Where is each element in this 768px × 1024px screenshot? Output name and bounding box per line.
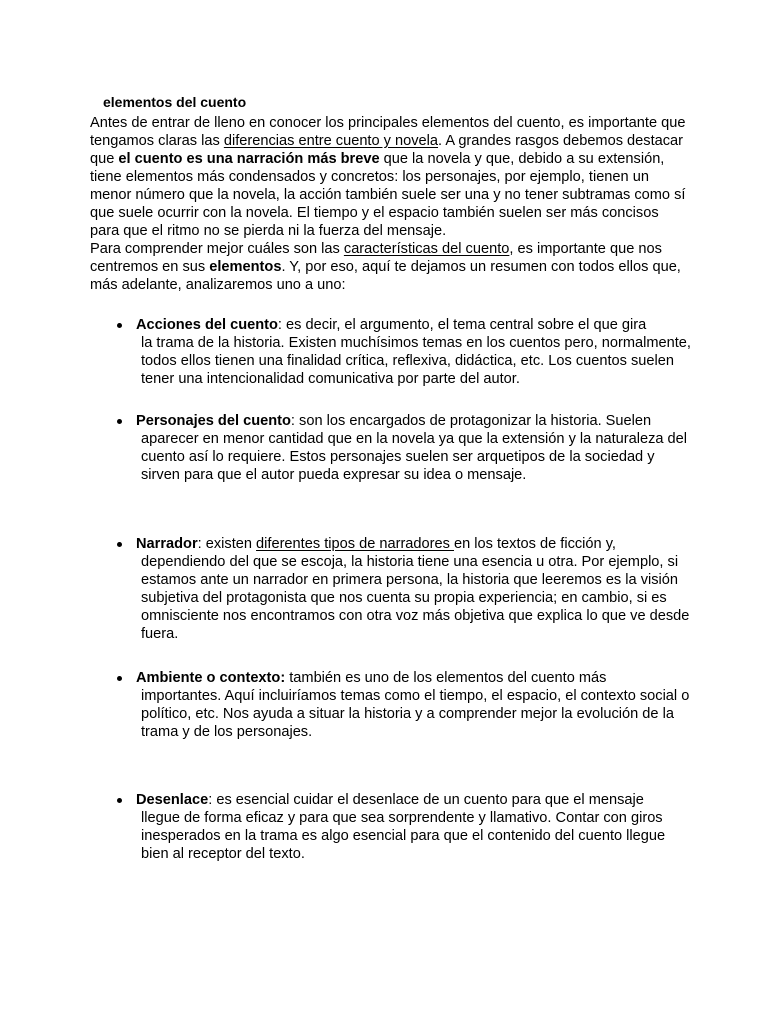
list-item-personajes [136, 412, 696, 484]
bullet-icon [117, 316, 125, 328]
list-item-text: aparecer en menor cantidad que en la novela ya que la extensión y la naturaleza del cuento así lo requiere. Estos personajes suelen ser arquetipos de la sociedad y sirven para que el autor pueda expresar su idea o mensaje. [141, 431, 688, 483]
intro-section [90, 114, 690, 294]
list-item-term: Personajes del cuento [136, 413, 291, 429]
intro-text: Antes de entrar de lleno en conocer los principales elementos del cuento, es importante que tengamos claras las [90, 115, 686, 149]
intro-paragraph-1 [90, 114, 690, 240]
list-item-text: : es esencial cuidar el desenlace de un cuento para que el mensaje [208, 792, 644, 808]
intro-bold-text: elementos [209, 259, 282, 275]
link-tipos-narradores[interactable]: diferentes tipos de narradores [256, 536, 454, 552]
list-item-first-line [136, 535, 696, 553]
list-item-text: también es uno de los elementos del cuento más [285, 670, 607, 686]
bullet-icon [117, 791, 125, 803]
list-item-acciones [136, 316, 696, 388]
list-item-term: Desenlace [136, 792, 209, 808]
list-item-term: Acciones del cuento [136, 317, 278, 333]
bullet-icon [117, 669, 125, 681]
list-item-narrador [136, 535, 696, 643]
list-item-first-line [136, 412, 696, 430]
list-item-desenlace [136, 791, 696, 863]
list-item-first-line [136, 316, 696, 334]
intro-paragraph-2 [90, 240, 690, 294]
intro-text: Para comprender mejor cuáles son las [90, 241, 344, 257]
list-item-text: : es decir, el argumento, el tema central sobre el que gira [277, 317, 647, 333]
intro-text: . A grandes rasgos debemos destacar que [90, 133, 684, 167]
list-item-text: la trama de la historia. Existen muchísimos temas en los cuentos pero, normalmente, todos ellos tienen una finalidad crítica, reflexiva, didáctica, etc. Los cuentos suelen tener una intencionalidad comunicativa por parte del autor. [141, 335, 691, 387]
list-item-text: llegue de forma eficaz y para que sea sorprendente y llamativo. Contar con giros inesperados en la trama es algo esencial para que el contenido del cuento llegue bien al receptor del texto. [141, 810, 666, 862]
list-item-term: Ambiente o contexto: [136, 670, 286, 686]
link-caracteristicas-cuento[interactable]: característica​s del cuento [343, 241, 510, 257]
intro-text: . Y, por eso, aquí te dejamos un resumen con todos ellos que, más adelante, analizaremos uno a uno: [90, 259, 681, 293]
list-item-text: : existen [197, 536, 257, 552]
intro-bold-text: el cuento es una narración más breve [118, 151, 380, 167]
list-item-text: dependiendo del que se escoja, la historia tiene una esencia u otra. Por ejemplo, si estamos ante un narrador en primera persona, la historia que leeremos es la visión subjetiva del protagonista que nos cuenta su propia experiencia; en cambio, si es omnisciente nos encontramos con otra voz más objetiva que explica lo que ve desde fuera. [141, 554, 690, 642]
bullet-icon [117, 412, 125, 424]
list-item-text: en los textos de ficción y, [454, 536, 616, 552]
list-item-first-line [136, 791, 696, 809]
intro-text: , es importante que nos centremos en sus [90, 241, 662, 275]
link-diferencias-cuento-novela[interactable]: diferencias entre cuento y novela [223, 133, 439, 149]
page-title: elementos del cuento [103, 94, 247, 110]
list-item-text: importantes. Aquí incluiríamos temas como el tiempo, el espacio, el contexto social o político, etc. Nos ayuda a situar la historia y a comprender mejor la evolución de la trama y de los personajes. [141, 688, 690, 740]
intro-text: que la novela y que, debido a su extensión, tiene elementos más condensados y concretos: los personajes, por ejemplo, tienen un menor número que la novela, la acción también suele ser una y no tener subtramas como sí que suele ocurrir con la novela. El tiempo y el espacio también suelen ser más concisos para que el ritmo no se pierda ni la fuerza del mensaje. [90, 151, 686, 239]
list-item-first-line [136, 669, 696, 687]
bullet-icon [117, 535, 125, 547]
list-item-ambiente [136, 669, 696, 741]
list-item-term: Narrador [136, 536, 198, 552]
list-item-text: : son los encargados de protagonizar la historia. Suelen [290, 413, 652, 429]
